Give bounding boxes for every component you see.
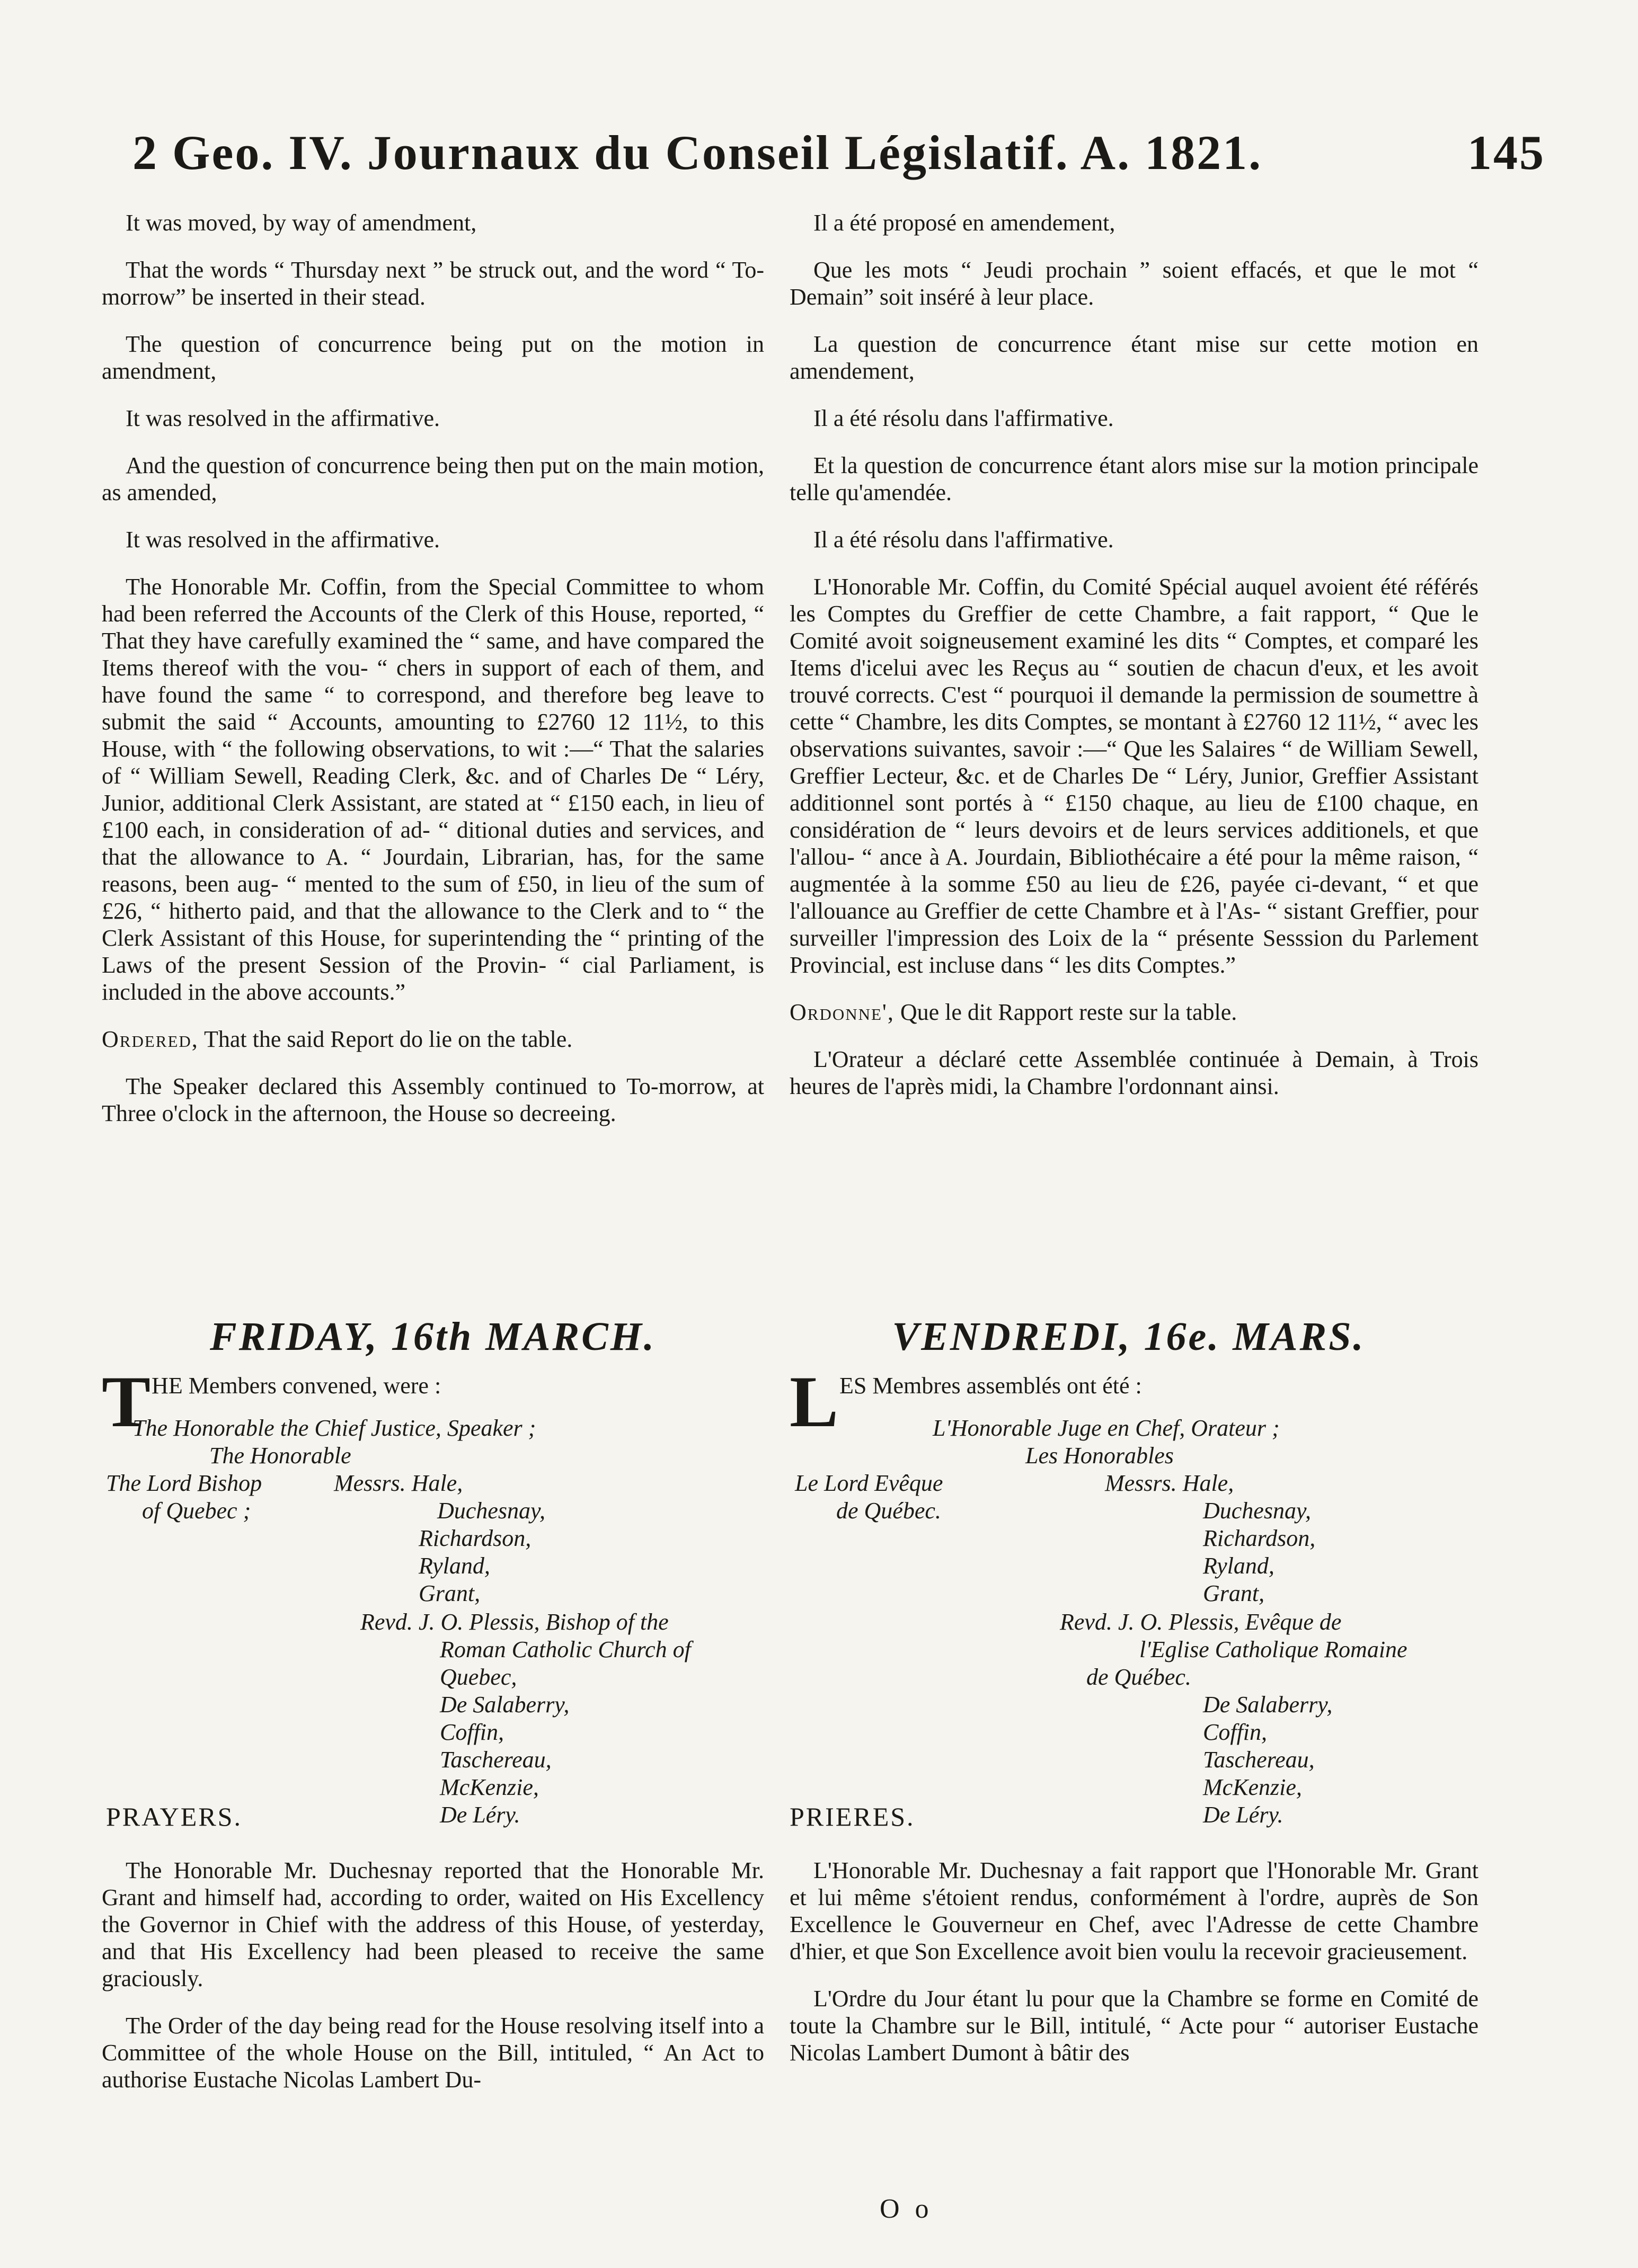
fr-bottom-column — [790, 1857, 1478, 2086]
fr-adjournment: L'Orateur a déclaré cette Assemblée continuée à Demain, à Trois heures de l'après midi, la Chambre l'ordonnant ainsi. — [790, 1046, 1478, 1099]
en-adjournment: The Speaker declared this Assembly continued to To-morrow, at Three o'clock in the afternoon, the House so decreeing. — [102, 1073, 764, 1126]
fr-member-taschereau: Taschereau, — [1203, 1747, 1315, 1773]
page-number: 145 — [1467, 126, 1545, 180]
signature-mark: O o — [880, 2194, 933, 2224]
fr-paragraph-4: Il a été résolu dans l'affirmative. — [813, 405, 1114, 431]
fr-ordonne-label: Ordonne', — [790, 999, 895, 1025]
fr-members-intro: LES Membres assemblés ont été : — [790, 1361, 1142, 1442]
fr-member-delery: De Léry. — [1203, 1802, 1283, 1828]
running-title: 2 Geo. IV. Journaux du Conseil Législatif. A. 1821. — [132, 126, 1263, 180]
fr-member-coffin: Coffin, — [1203, 1719, 1268, 1745]
fr-bishop-line-1: Le Lord Evêque — [795, 1470, 943, 1496]
en-member-taschereau: Taschereau, — [440, 1747, 552, 1773]
en-member-delery: De Léry. — [440, 1802, 520, 1828]
en-member-grant: Grant, — [419, 1580, 481, 1606]
english-column — [102, 209, 764, 1147]
fr-ordonne — [790, 999, 1478, 1026]
en-paragraph-3: The question of concurrence being put on the motion in amendment, — [102, 331, 764, 384]
en-member-duchesnay: Duchesnay, — [437, 1498, 546, 1524]
fr-honorables: Les Honorables — [1025, 1443, 1174, 1469]
en-revd-line-2: Roman Catholic Church of — [440, 1636, 691, 1662]
en-duchesnay-report: The Honorable Mr. Duchesnay reported that the Honorable Mr. Grant and himself had, according to order, waited on His Excellency the Governor in Chief with the address of this House, of yesterday, and that His Excellency had been pleased to receive the same graciously. — [102, 1857, 764, 1991]
fr-order-of-day: L'Ordre du Jour étant lu pour que la Chambre se forme en Comité de toute la Chambre sur le Bill, intitulé, “ Acte pour “ autoriser Eustache Nicolas Lambert Dumont à bâtir des — [790, 1986, 1478, 2066]
en-paragraph-2: That the words “ Thursday next ” be struck out, and the word “ To-morrow” be inserted in their stead. — [102, 257, 764, 310]
fr-ordonne-text: Que le dit Rapport reste sur la table. — [894, 999, 1237, 1025]
fr-paragraph-5: Et la question de concurrence étant alors mise sur la motion principale telle qu'amendée. — [790, 452, 1478, 505]
en-revd-plessis: Revd. J. O. Plessis, Bishop of the — [360, 1609, 669, 1635]
fr-member-mckenzie: McKenzie, — [1203, 1774, 1302, 1800]
fr-prayers: PRIERES. — [790, 1802, 915, 1831]
en-member-ryland: Ryland, — [419, 1553, 490, 1579]
fr-bishop-line-2: de Québec. — [836, 1498, 941, 1524]
en-ordered-text: That the said Report do lie on the table. — [198, 1026, 573, 1052]
french-column — [790, 209, 1478, 1120]
fr-revd-plessis: Revd. J. O. Plessis, Evêque de — [1060, 1609, 1342, 1635]
fr-day-heading: VENDREDI, 16e. MARS. — [892, 1314, 1366, 1359]
en-dropcap: T — [102, 1361, 151, 1442]
fr-revd-line-3: de Québec. — [1086, 1664, 1191, 1690]
en-ordered-label: Ordered, — [102, 1026, 199, 1052]
en-members-intro: THE Members convened, were : — [102, 1361, 441, 1442]
en-day-heading: FRIDAY, 16th MARCH. — [210, 1314, 656, 1359]
fr-revd-line-2: l'Eglise Catholique Romaine — [1139, 1636, 1407, 1662]
en-ordered — [102, 1026, 764, 1053]
en-speaker: The Honorable the Chief Justice, Speaker ; — [132, 1415, 536, 1441]
fr-committee-report: L'Honorable Mr. Coffin, du Comité Spécial auquel avoient été référés les Comptes du Greffier de cette Chambre, a fait rapport, “ Que le Comité avoit soigneusement examiné les dits “ Comptes, et comparé les Items d'icelui avec les Reçus au “ soutien de chacun d'eux, et les avoit trouvé corrects. C'est “ pourquoi il demande la permission de soumettre à cette “ Chambre, les dits Comptes, se montant à £2760 12 11½, “ avec les observations suivantes, savoir :—“ Que les Salaires “ de William Sewell, Greffier Lecteur, &c. et de Charles De “ Léry, Junior, Greffier Assistant additionnel sont portés à “ £150 chaque, au lieu de £100 chaque, en considération de “ leurs devoirs et de leurs services additionels, et que l'allou- “ ance à A. Jourdain, Bibliothécaire a été pour la même raison, “ augmentée à la somme £50 au lieu de £26, payée ci-devant, “ et que l'allouance au Greffier de cette Chambre et à l'As- “ sistant Greffier, pour surveiller l'impression des Loix de la “ présente Sesssion du Parlement Provincial, est incluse dans “ les dits Comptes.” — [790, 574, 1478, 978]
fr-member-richardson: Richardson, — [1203, 1525, 1316, 1551]
fr-speaker: L'Honorable Juge en Chef, Orateur ; — [933, 1415, 1280, 1441]
fr-duchesnay-report: L'Honorable Mr. Duchesnay a fait rapport que l'Honorable Mr. Grant et lui même s'étoient rendus, conformément à l'ordre, auprès de Son Excellence le Gouverneur en Chef, avec l'Adresse de cette Chambre d'hier, et que Son Excellence avoit bien voulu la recevoir gracieusement. — [790, 1857, 1478, 1964]
en-order-of-day: The Order of the day being read for the House resolving itself into a Committee of the whole House on the Bill, intituled, “ An Act to authorise Eustache Nicolas Lambert Du- — [102, 2013, 764, 2093]
en-paragraph-5: And the question of concurrence being then put on the main motion, as amended, — [102, 452, 764, 505]
en-revd-line-3: Quebec, — [440, 1664, 517, 1690]
en-paragraph-1: It was moved, by way of amendment, — [126, 210, 477, 236]
fr-messrs-hale: Messrs. Hale, — [1105, 1470, 1234, 1496]
en-bishop-line-2: of Quebec ; — [142, 1498, 251, 1524]
en-member-richardson: Richardson, — [419, 1525, 532, 1551]
en-messrs-hale: Messrs. Hale, — [334, 1470, 463, 1496]
fr-member-ryland: Ryland, — [1203, 1553, 1274, 1579]
en-paragraph-6: It was resolved in the affirmative. — [126, 527, 440, 553]
fr-member-grant: Grant, — [1203, 1580, 1265, 1606]
fr-paragraph-1: Il a été proposé en amendement, — [813, 210, 1115, 236]
fr-paragraph-6: Il a été résolu dans l'affirmative. — [813, 527, 1114, 553]
en-member-desalaberry: De Salaberry, — [440, 1692, 570, 1718]
en-bottom-column — [102, 1857, 764, 2113]
en-committee-report: The Honorable Mr. Coffin, from the Special Committee to whom had been referred the Accounts of the Clerk of this House, reported, “ That they have carefully examined the “ same, and have compared the Items thereof with the vou- “ chers in support of each of them, and have found the same “ to correspond, and therefore beg leave to submit the said “ Accounts, amounting to £2760 12 11½, to this House, with “ the following observations, to wit :—“ That the salaries of “ William Sewell, Reading Clerk, &c. and of Charles De “ Léry, Junior, additional Clerk Assistant, are stated at “ £150 each, in lieu of £100 each, in consideration of ad- “ ditional duties and services, and that the allowance to A. “ Jourdain, Librarian, has, for the same reasons, been aug- “ mented to the sum of £50, in lieu of the sum of £26, “ hitherto paid, and that the allowance to the Clerk and to “ the Clerk Assistant of this House, for superintending the “ printing of the Laws of the present Session of the Provin- “ cial Parliament, is included in the above accounts.” — [102, 574, 764, 1005]
fr-dropcap: L — [790, 1361, 839, 1442]
fr-paragraph-2: Que les mots “ Jeudi prochain ” soient effacés, et que le mot “ Demain” soit inséré à leur place. — [790, 257, 1478, 310]
en-bishop-line-1: The Lord Bishop — [106, 1470, 262, 1496]
en-member-mckenzie: McKenzie, — [440, 1774, 539, 1800]
fr-member-duchesnay: Duchesnay, — [1203, 1498, 1312, 1524]
fr-member-desalaberry: De Salaberry, — [1203, 1692, 1333, 1718]
en-honorables: The Honorable — [209, 1443, 351, 1469]
en-member-coffin: Coffin, — [440, 1719, 504, 1745]
running-header — [127, 124, 1545, 183]
en-paragraph-4: It was resolved in the affirmative. — [126, 405, 440, 431]
fr-paragraph-3: La question de concurrence étant mise sur cette motion en amendement, — [790, 331, 1478, 384]
en-prayers: PRAYERS. — [106, 1802, 242, 1831]
